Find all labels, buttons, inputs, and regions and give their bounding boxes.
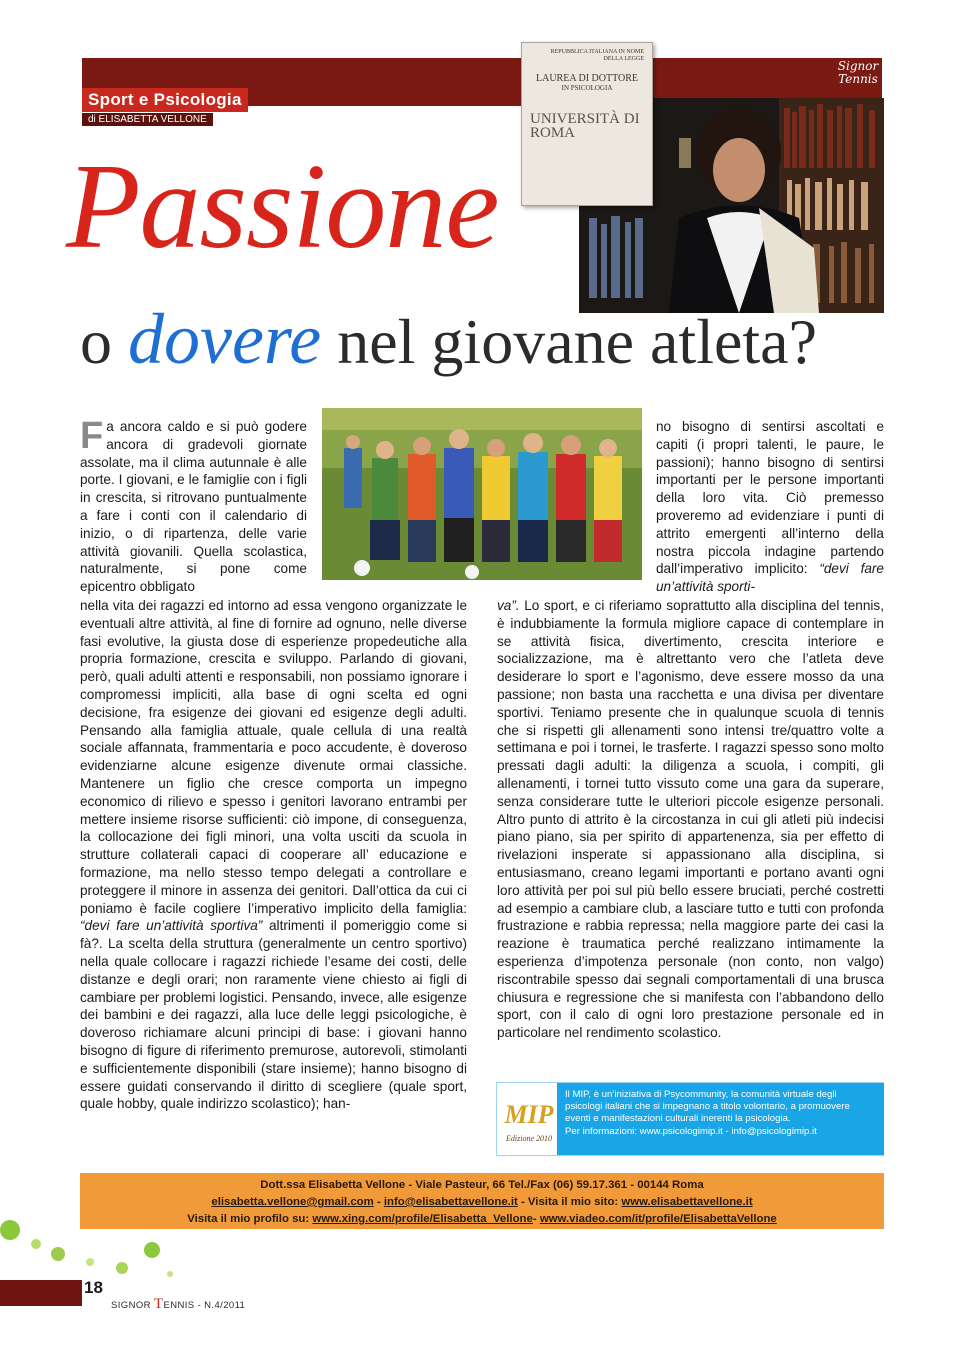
- separator: -: [373, 1196, 384, 1208]
- visit-label: - Visita il mio sito:: [517, 1196, 622, 1208]
- contact-profile-row: [80, 1211, 884, 1228]
- article-quote: “devi fare un’attività sporti-: [656, 561, 884, 595]
- email-link-1[interactable]: elisabetta.vellone@gmail.com: [211, 1196, 374, 1208]
- headline-main: Passione: [66, 139, 499, 274]
- diploma-degree: LAUREA DI DOTTORE: [535, 73, 639, 84]
- article-paragraph: nella vita dei ragazzi ed intorno ad essa vengono organizzate le eventuali altre attività, al fine di fornire ad ognuno, nelle diverse fasi evolutive, la giusta dose di esperienze propedeutiche alla propria formazione, crescita e sviluppo. Parlando di giovani, però, quali adulti attenti e responsabili, non possiamo ignorare i compromessi impliciti, alla base di ogni scelta ed ogni decisione, fra esigenze dei giovani ed esigenze degli adulti. Pensando alla famiglia attuale, quale cellula di una realtà sociale affannata, frammentaria e poco accudente, è doveroso evidenziarne alcune esigenze divenute ormai classiche. Mantenere un figlio che cresce comporta un impegno economico di rilievo e spesso i genitori lavorano entrambi per mettere insieme risorse sufficienti: ciò impone, di conseguenza, la collocazione dei figli minori, una volta usciti da scuola in strutture collaterali capaci di cooperare all’ educazione e formazione, ma nello stesso tempo delegati a controllare e proteggere il minore in assenza dei genitori. Dall’ottica da cui ci poniamo è facile cogliere l’imperativo implicito della famiglia:: [80, 598, 467, 916]
- article-column-2-bottom: [497, 597, 884, 1042]
- subtitle-post: nel giovane atleta?: [337, 306, 817, 377]
- diploma-header: REPUBBLICA ITALIANA IN NOME DELLA LEGGE: [550, 49, 644, 62]
- article-column-1-top: [80, 415, 307, 596]
- article-quote: va”.: [497, 598, 520, 613]
- contact-links-row: [80, 1194, 884, 1211]
- article-paragraph: no bisogno di sentirsi ascoltati e capiti (i propri talenti, le paure, le passioni); hanno bisogno di sentirsi importanti per le persone importanti della loro vita. Ciò premesso proveremo ad evidenziare i punti di attrito emergenti all’interno della nostra piccola indagine partendo dall’imperativo implicito:: [656, 419, 884, 577]
- diploma-image: [521, 42, 653, 206]
- contact-bar: [80, 1173, 884, 1229]
- profile-label: Visita il mio profilo su:: [187, 1213, 313, 1225]
- page-number: 18: [84, 1278, 103, 1297]
- drop-cap: F: [80, 415, 104, 457]
- separator: -: [532, 1213, 540, 1225]
- headline-subtitle: [80, 300, 817, 379]
- issue-logo-letter: T: [153, 1296, 164, 1312]
- mip-logo: [501, 1089, 557, 1149]
- mip-description: [557, 1083, 884, 1155]
- article-paragraph: Lo sport, e ci riferiamo soprattutto alla disciplina del tennis, è indubbiamente la formula migliore capace di contemplare in se attività fisica, divertimento, crescita interiore e socializzazione, ma è altrettanto vero che l’atleta deve desiderare lo sport e l’agonismo, deve essere mosso da una passione; non basta una racchetta e una divisa per diventare sportivi. Teniamo presente che in qualunque scuola di tennis che si rispetti gli allenamenti sono intensi tre/quattro volte a settimana e poi i tornei, le trasferte. I ragazzi spesso sono molto pressati dagli adulti: la diligenza a scuola, i compiti, gli allenamenti, i tornei tutto vissuto come una gara da superare, senza considerare tutte le ulteriori piccole esigenze personali. Altro punto di attrito è la circostanza in cui gli atleti più indecisi piano piano, sia per spirito di appartenenza, sia per effetto di rivelazioni insperate si appassionano alla disciplina, si entusiasmano, creano legami importanti e portano avanti ogni loro attività per poi sul più bello essere bruciati, perché costretti ad esempio a cambiare club, a lasciare tutto e tutti con profonda frustrazione e rabbia repressa; nella maggiore parte dei casi la reazione è traumatica perché realizzano intimamente la esperienza d’impotenza personale (non conto, non valgo) riscontrabile spesso dai segnali comportamentali di una brusca chiusura e regressione che si manifesta con l’abbandono dello sport, con il calo di ogni loro prestazione personale ed in particolare nel rendimento scolastico.: [497, 598, 884, 1041]
- mip-email-link[interactable]: info@psicologimip.it: [731, 1125, 817, 1137]
- article-quote: “devi fare un’attività sportiva”: [80, 918, 263, 934]
- subtitle-highlight: dovere: [128, 299, 322, 379]
- children-photo: [322, 408, 642, 580]
- xing-link[interactable]: www.xing.com/profile/Elisabetta_Vellone: [312, 1213, 533, 1225]
- section-label: Sport e Psicologia: [82, 88, 248, 112]
- footer-band: [0, 1280, 82, 1306]
- brand-tag: Signor Tennis: [837, 59, 879, 86]
- diploma-university: UNIVERSITÀ DI ROMA: [530, 111, 640, 141]
- diploma-field: IN PSICOLOGIA: [561, 84, 613, 92]
- issue-post: ENNIS - N.4/2011: [163, 1300, 246, 1311]
- mip-info-box: [496, 1082, 884, 1156]
- viadeo-link[interactable]: www.viadeo.com/it/profile/ElisabettaVellone: [539, 1213, 777, 1225]
- author-byline: di ELISABETTA VELLONE: [82, 113, 213, 126]
- article-column-1-bottom: [80, 597, 467, 1113]
- website-link[interactable]: www.elisabettavellone.it: [621, 1196, 753, 1208]
- subtitle-pre: o: [80, 306, 112, 377]
- article-paragraph: altrimenti il pomeriggio come si fà?. La scelta della struttura (generalmente un centro sportivo) nella quale collocare i ragazzi richiede l’esame dei costi, delle distanze e degli orari; non raramente viene chiesto ai figli di cambiare per problemi logistici. Pensando, invece, alle esigenze dei bambini e dei ragazzi, alla luce delle leggi psicologiche, è doveroso richiamare alcuni principi di base: i giovani hanno bisogno di figure di riferimento premurose, autorevoli, stimolanti e sufficientemente disponibili (stare insieme); hanno bisogno di essere guidati conservando il diritto di scegliere (quale sport, quale hobby, quale indirizzo scolastico); han-: [80, 918, 468, 1112]
- mip-text: Il MIP, è un’iniziativa di Psycommunity, la comunità virtuale degli psicologi italiani che si impegnano a titolo volontario, a promuovere eventi e manifestazioni culturali inerenti la psicologia.: [565, 1089, 850, 1125]
- issue-info: [111, 1296, 245, 1313]
- article-column-2-top: [656, 418, 884, 596]
- mip-logo-text: MIP: [504, 1100, 554, 1129]
- issue-pre: SIGNOR: [111, 1300, 154, 1311]
- mip-logo-sub: Edizione 2010: [506, 1134, 552, 1143]
- mip-info-label: Per informazioni: www.psicologimip.it -: [565, 1125, 732, 1137]
- email-link-2[interactable]: info@elisabettavellone.it: [383, 1196, 518, 1208]
- article-paragraph: a ancora caldo e si può godere ancora di gradevoli giornate assolate, ma il clima autunnale è alle porte. I giovani, e le famiglie con i figli in crescita, si ritrovano puntualmente a fare i conti con il calendario di inizio, o di ripartenza, delle varie attività giovanili. Quella scolastica, naturalmente, si pone come epicentro obbligato: [80, 419, 307, 595]
- contact-address: Dott.ssa Elisabetta Vellone - Viale Pasteur, 66 Tel./Fax (06) 59.17.361 - 00144 Roma: [260, 1179, 704, 1191]
